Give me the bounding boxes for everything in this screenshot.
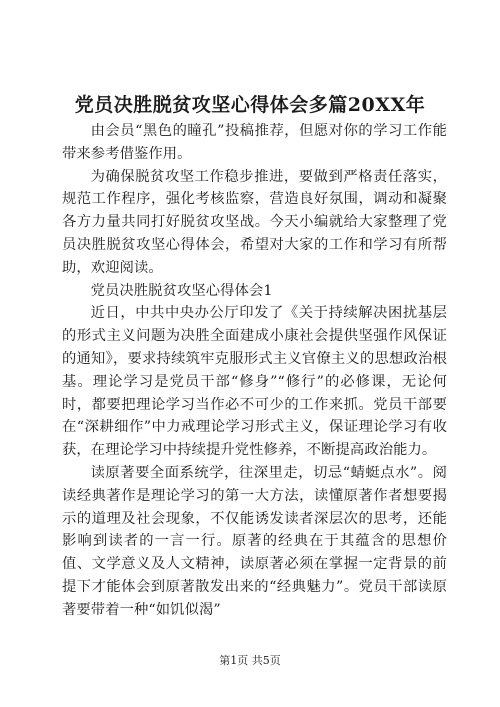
document-title: 党员决胜脱贫攻坚心得体会多篇20XX年 bbox=[74, 94, 426, 116]
body-paragraph: 读原著要全面系统学，往深里走，切忌“蜻蜓点水”。阅读经典著作是理论学习的第一大方法，读懂原著作者想要揭示的道理及社会现象，不仅能诱发读者深层次的思考，还能影响到读者的一言一行。原著的经典在于其蕴含的思想价值、文学意义及人文精神，读原著必须在掌握一定背景的前提下才能体会到原著散发出来的“经典魅力”。党员干部读原著要带着一种“如饥似渴” bbox=[62, 464, 447, 618]
body-paragraph: 近日，中共中央办公厅印发了《关于持续解决困扰基层的形式主义问题为决胜全面建成小康社会提供坚强作风保证的通知》，要求持续筑牢克服形式主义官僚主义的思想政治根基。理论学习是党员干部“修身”“修行”的必修课，无论何时，都要把理论学习当作必不可少的工作来抓。党员干部要在“深耕细作”中力戒理论学习形式主义，保证理论学习有收获，在理论学习中持续提升党性修养，不断提高政治能力。 bbox=[62, 305, 447, 459]
document-body bbox=[62, 120, 447, 622]
intro-paragraph: 由会员“黑色的瞳孔”投稿推荐，但愿对你的学习工作能带来参考借鉴作用。 bbox=[62, 123, 447, 162]
section-heading: 党员决胜脱贫攻坚心得体会1 bbox=[90, 282, 273, 299]
summary-paragraph: 为确保脱贫攻坚工作稳步推进，要做到严格责任落实，规范工作程序，强化考核监察，营造良好氛围，调动和凝聚各方力量共同打好脱贫攻坚战。今天小编就给大家整理了党员决胜脱贫攻坚心得体会，希望对大家的工作和学习有所帮助，欢迎阅读。 bbox=[62, 168, 447, 276]
page-footer: 第1页 共5页 bbox=[219, 654, 281, 667]
